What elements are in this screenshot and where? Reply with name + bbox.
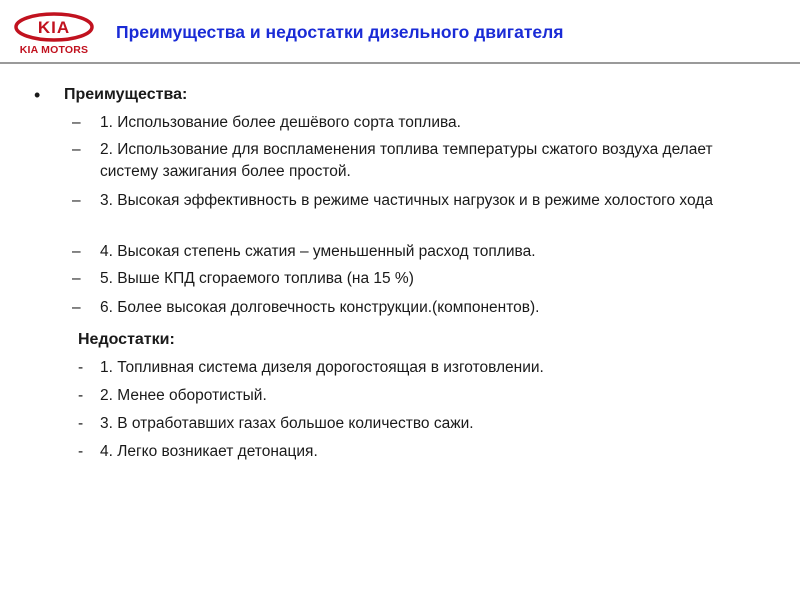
advantage-text: 2. Использование для воспламенения топлива температуры сжатого воздуха делает систему зажигания более простой. — [100, 141, 713, 180]
advantage-item: – 2. Использование для воспламенения топлива температуры сжатого воздуха делает систему зажигания более простой. — [72, 139, 772, 183]
disadvantage-text: 3. В отработавших газах большое количество сажи. — [100, 415, 474, 432]
advantage-text: 3. Высокая эффективность в режиме частичных нагрузок и в режиме холостого хода — [100, 192, 713, 209]
advantage-text: 1. Использование более дешёвого сорта топлива. — [100, 114, 461, 131]
disadvantage-item: - 4. Легко возникает детонация. — [72, 441, 772, 463]
advantage-item: – 5. Выше КПД сгораемого топлива (на 15 %) — [72, 268, 772, 290]
disadvantage-item: - 1. Топливная система дизеля дорогостоящая в изготовлении. — [72, 357, 772, 379]
bullet-dot: • — [34, 85, 41, 105]
advantage-item: – 6. Более высокая долговечность конструкции.(компонентов). — [72, 297, 772, 319]
disadvantage-text: 4. Легко возникает детонация. — [100, 443, 318, 460]
disadvantages-heading: Недостатки: — [78, 331, 175, 348]
title-divider — [0, 62, 800, 64]
kia-logo — [12, 12, 96, 58]
svg-text:KIA: KIA — [37, 18, 71, 37]
advantage-text: 5. Выше КПД сгораемого топлива (на 15 %) — [100, 270, 414, 287]
advantage-item: – 1. Использование более дешёвого сорта топлива. — [72, 112, 772, 134]
disadvantage-item: - 3. В отработавших газах большое количество сажи. — [72, 413, 772, 435]
disadvantage-text: 1. Топливная система дизеля дорогостоящая в изготовлении. — [100, 359, 544, 376]
advantage-item: – 3. Высокая эффективность в режиме частичных нагрузок и в режиме холостого хода — [72, 190, 772, 212]
kia-oval-icon — [12, 12, 96, 44]
advantage-text: 4. Высокая степень сжатия – уменьшенный расход топлива. — [100, 243, 536, 260]
advantage-text: 6. Более высокая долговечность конструкции.(компонентов). — [100, 299, 540, 316]
slide-title: Преимущества и недостатки дизельного двигателя — [116, 22, 564, 42]
disadvantage-item: - 2. Менее оборотистый. — [72, 385, 772, 407]
advantages-heading: Преимущества: — [64, 86, 188, 103]
advantage-item: – 4. Высокая степень сжатия – уменьшенный расход топлива. — [72, 241, 772, 263]
disadvantage-text: 2. Менее оборотистый. — [100, 387, 267, 404]
brand-text: KIA MOTORS — [19, 44, 89, 56]
